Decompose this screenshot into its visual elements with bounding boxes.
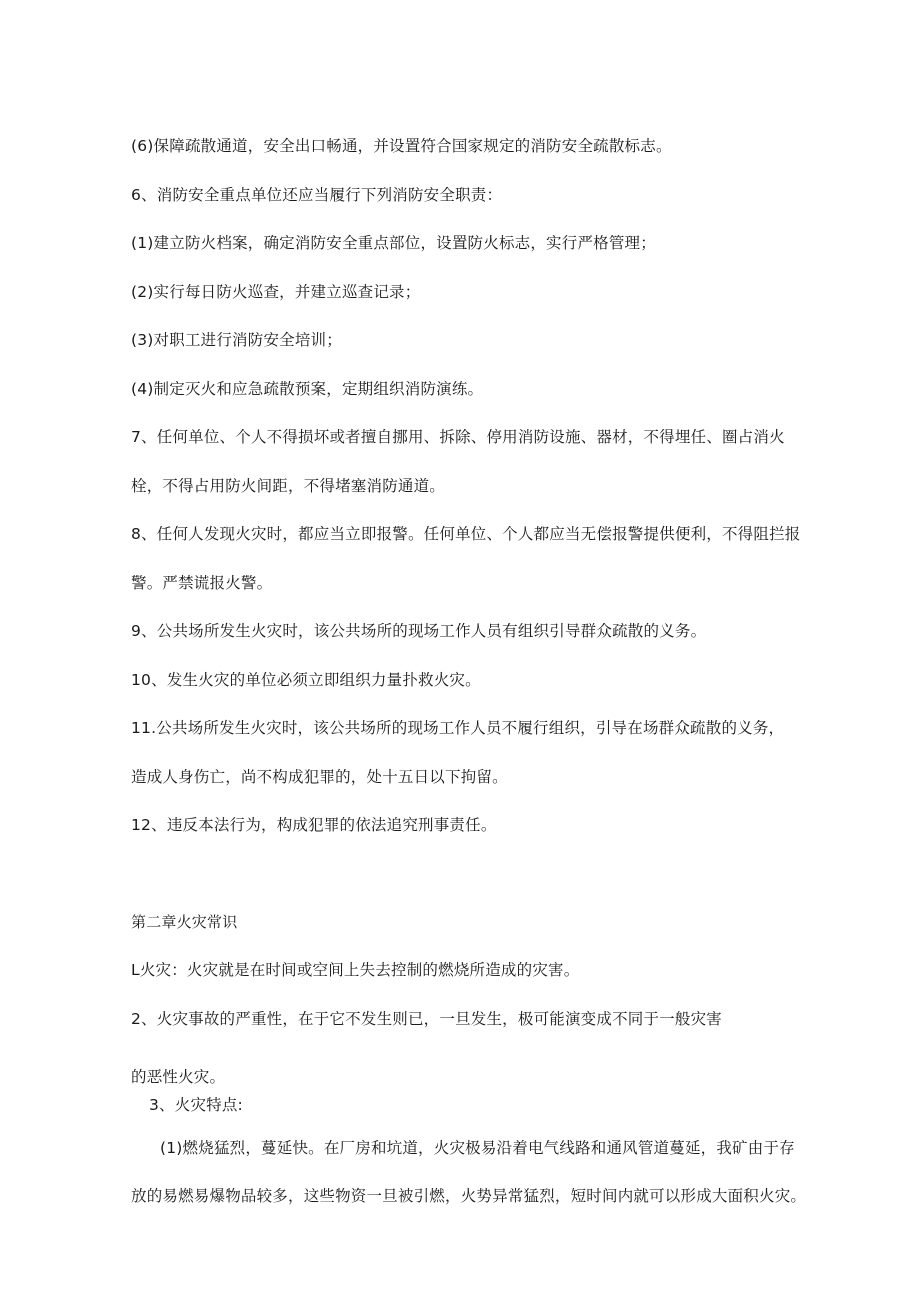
text-line-section-11: 11.公共场所发生火灾时，该公共场所的现场工作人员不履行组织，引导在场群众疏散的义务，	[131, 719, 785, 737]
text-line-duty-3: (3)对职工进行消防安全培训；	[131, 331, 342, 349]
text-line-item-6-evacuation: (6)保障疏散通道，安全出口畅通，并设置符合国家规定的消防安全疏散标志。	[131, 137, 672, 155]
text-line-duty-2: (2)实行每日防火巡查，并建立巡查记录；	[131, 283, 421, 301]
text-line-section-12: 12、违反本法行为，构成犯罪的依法追究刑事责任。	[131, 816, 497, 834]
text-line-section-10: 10、发生火灾的单位必须立即组织力量扑救火灾。	[131, 671, 481, 689]
text-line-fire-severity-cont: 的恶性火灾。	[131, 1068, 226, 1086]
text-line-fire-severity: 2、火灾事故的严重性，在于它不发生则已，一旦发生，极可能演变成不同于一般灾害	[131, 1010, 722, 1028]
text-line-fire-features: 3、火灾特点:	[149, 1096, 243, 1114]
text-line-section-7: 7、任何单位、个人不得损坏或者擅自挪用、拆除、停用消防设施、器材，不得埋任、圈占消火	[131, 428, 785, 446]
text-line-duty-4: (4)制定灭火和应急疏散预案，定期组织消防演练。	[131, 380, 484, 398]
chapter-heading: 第二章火灾常识	[131, 913, 238, 931]
text-line-feature-1-cont: 放的易燃易爆物品较多，这些物资一旦被引燃，火势异常猛烈，短时间内就可以形成大面积火灾。	[131, 1187, 807, 1205]
text-line-section-8: 8、任何人发现火灾时，都应当立即报警。任何单位、个人都应当无偿报警提供便利，不得阻拦报	[131, 525, 801, 543]
text-line-duty-1: (1)建立防火档案，确定消防安全重点部位，设置防火标志，实行严格管理；	[131, 234, 656, 252]
text-line-section-8-cont: 警。严禁谎报火警。	[131, 574, 273, 592]
text-line-feature-1: (1)燃烧猛烈，蔓延快。在厂房和坑道，火灾极易沿着电气线路和通风管道蔓延，我矿由于存	[160, 1139, 795, 1157]
text-line-section-7-cont: 栓，不得占用防火间距，不得堵塞消防通道。	[131, 477, 446, 495]
text-line-fire-definition: L火灾：火灾就是在时间或空间上失去控制的燃烧所造成的灾害。	[131, 961, 580, 979]
text-line-section-9: 9、公共场所发生火灾时，该公共场所的现场工作人员有组织引导群众疏散的义务。	[131, 622, 707, 640]
text-line-section-11-cont: 造成人身伤亡，尚不构成犯罪的，处十五日以下拘留。	[131, 768, 508, 786]
text-line-section-6: 6、消防安全重点单位还应当履行下列消防安全职责：	[131, 186, 503, 204]
